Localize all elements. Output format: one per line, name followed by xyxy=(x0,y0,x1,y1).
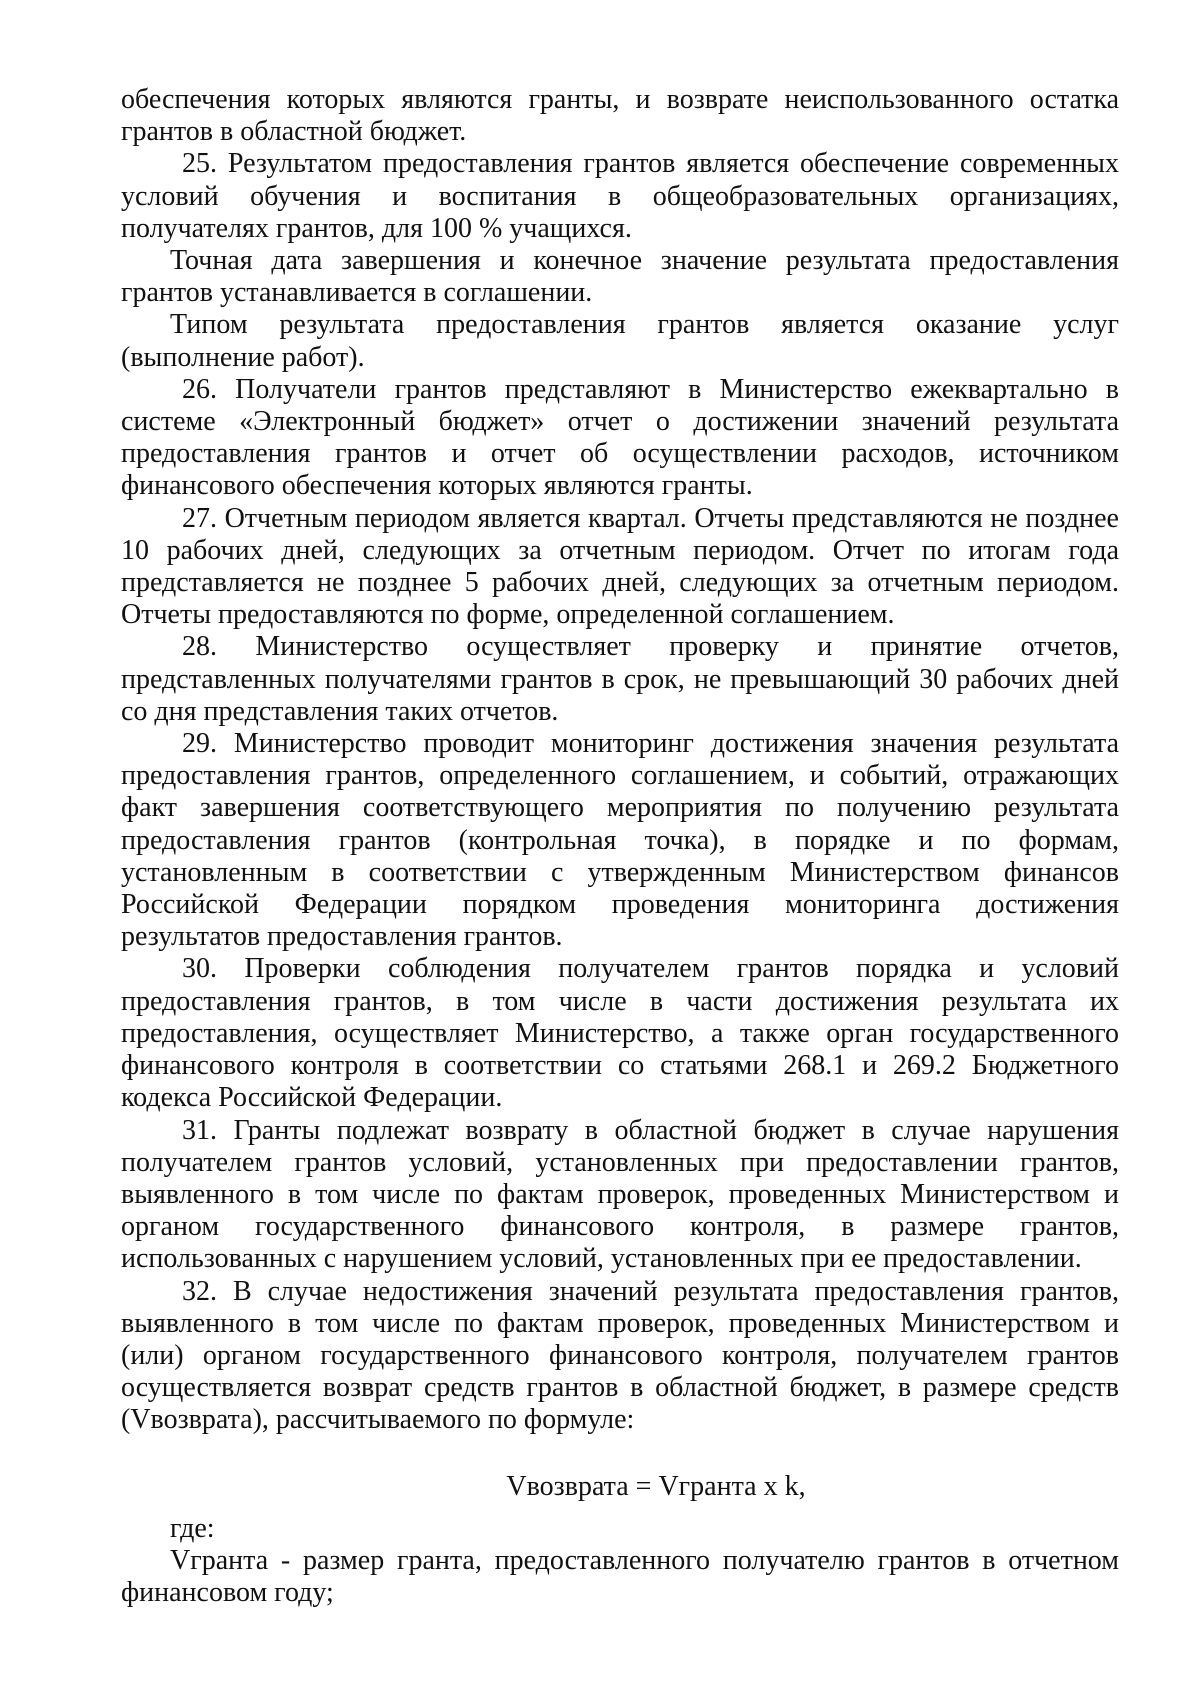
paragraph-29: 29. Министерство проводит мониторинг достижения значения результата предоставления грантов, определенного соглашением, и событий, отражающих факт завершения соответствующего мероприятия по получению результата предоставления грантов (контрольная точка), в порядке и по формам, установленным в соответствии с утвержденным Министерством финансов Российской Федерации порядком проведения мониторинга достижения результатов предоставления грантов. xyxy=(121,728,1119,953)
paragraph-continuation: обеспечения которых являются гранты, и возврате неиспользованного остатка грантов в областной бюджет. xyxy=(121,84,1119,148)
paragraph-26: 26. Получатели грантов представляют в Министерство ежеквартально в системе «Электронный бюджет» отчет о достижении значений результата предоставления грантов и отчет об осуществлении расходов, источником финансового обеспечения которых являются гранты. xyxy=(121,373,1119,502)
paragraph-25-type: Типом результата предоставления грантов является оказание услуг (выполнение работ). xyxy=(121,309,1119,373)
formula: Vвозврата = Vгранта x k, xyxy=(506,1470,806,1502)
definition-vgranta: Vгранта - размер гранта, предоставленного получателю грантов в отчетном финансовом году; xyxy=(121,1544,1119,1609)
paragraph-32: 32. В случае недостижения значений результата предоставления грантов, выявленного в том числе по фактам проверок, проведенных Министерством и (или) органом государственного финансового контроля, получателем грантов осуществляется возврат средств грантов в областной бюджет, в размере средств (Vвозврата), рассчитываемого по формуле: xyxy=(121,1275,1119,1436)
paragraph-27: 27. Отчетным периодом является квартал. Отчеты представляются не позднее 10 рабочих дней, следующих за отчетным периодом. Отчет по итогам года представляется не позднее 5 рабочих дней, следующих за отчетным периодом. Отчеты предоставляются по форме, определенной соглашением. xyxy=(121,502,1119,631)
paragraph-25-date: Точная дата завершения и конечное значение результата предоставления грантов устанавливается в соглашении. xyxy=(121,245,1119,309)
where-label: где: xyxy=(170,1512,215,1544)
paragraph-28: 28. Министерство осуществляет проверку и принятие отчетов, представленных получателями грантов в срок, не превышающий 30 рабочих дней со дня представления таких отчетов. xyxy=(121,631,1119,727)
paragraph-31: 31. Гранты подлежат возврату в областной бюджет в случае нарушения получателем грантов условий, установленных при предоставлении грантов, выявленного в том числе по фактам проверок, проведенных Министерством и органом государственного финансового контроля, в размере грантов, использованных с нарушением условий, установленных при ее предоставлении. xyxy=(121,1114,1119,1275)
paragraph-25: 25. Результатом предоставления грантов является обеспечение современных условий обучения и воспитания в общеобразовательных организациях, получателях грантов, для 100 % учащихся. xyxy=(121,148,1119,244)
paragraph-30: 30. Проверки соблюдения получателем грантов порядка и условий предоставления грантов, в том числе в части достижения результата их предоставления, осуществляет Министерство, а также орган государственного финансового контроля в соответствии со статьями 268.1 и 269.2 Бюджетного кодекса Российской Федерации. xyxy=(121,953,1119,1114)
document-body xyxy=(121,84,1119,1609)
